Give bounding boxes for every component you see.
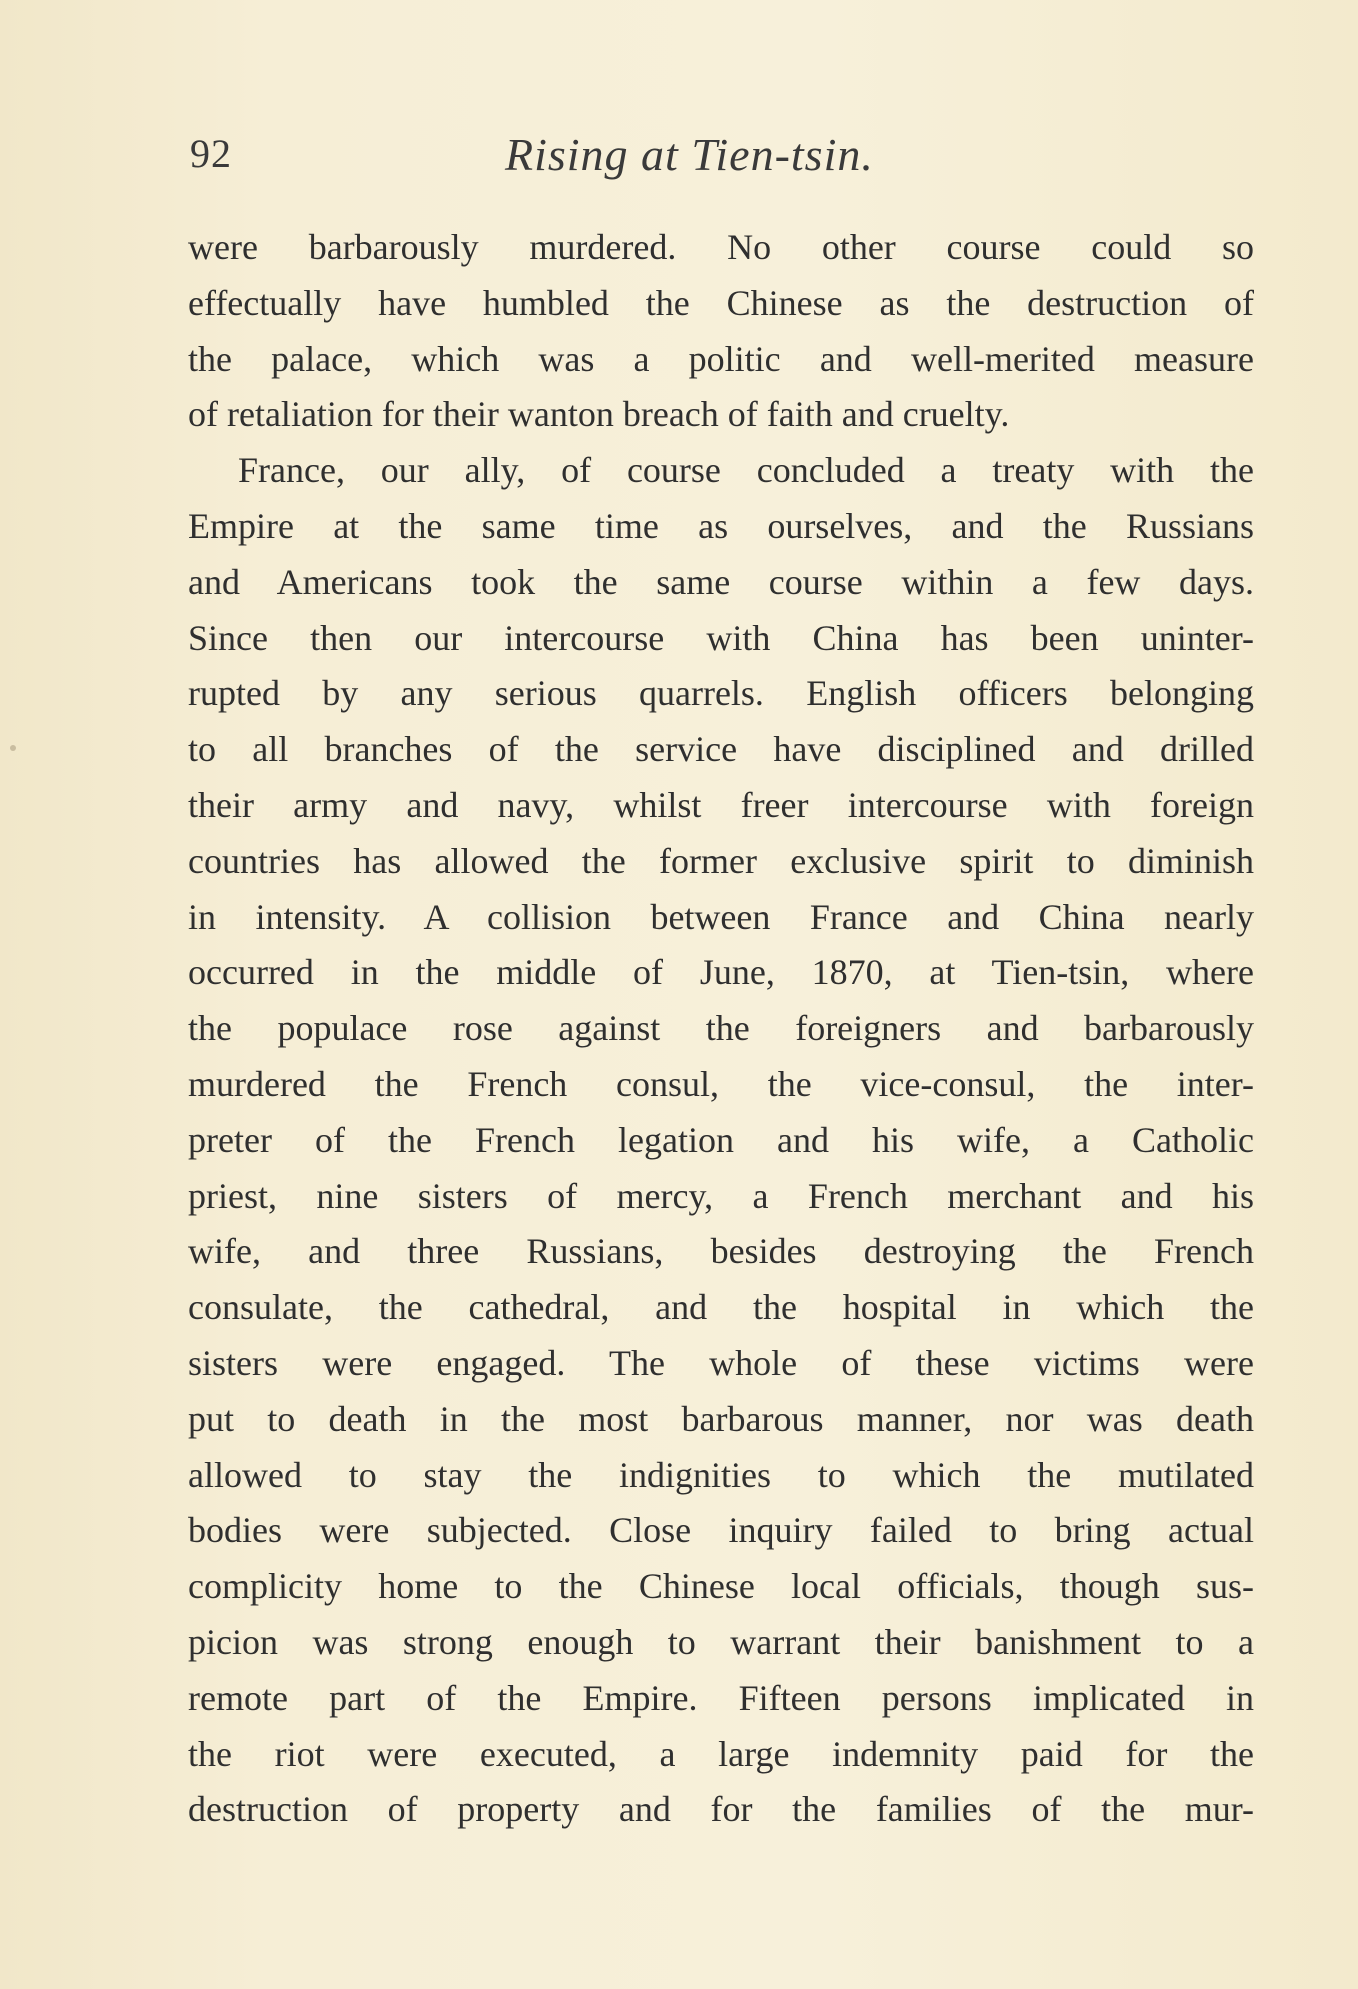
text-line: bodies were subjected. Close inquiry failed to bring actual bbox=[188, 1510, 1254, 1551]
text-line: of retaliation for their wanton breach of faith and cruelty. bbox=[188, 394, 1010, 435]
text-line: put to death in the most barbarous manner, nor was death bbox=[188, 1398, 1254, 1439]
text-line: preter of the French legation and his wife, a Catholic bbox=[188, 1119, 1254, 1160]
text-line: the riot were executed, a large indemnity paid for the bbox=[188, 1733, 1254, 1774]
text-line: countries has allowed the former exclusive spirit to diminish bbox=[188, 840, 1254, 881]
text-line: allowed to stay the indignities to which the mutilated bbox=[188, 1454, 1254, 1495]
text-line: the populace rose against the foreigners and barbarously bbox=[188, 1008, 1254, 1049]
body-text bbox=[188, 220, 1254, 1838]
text-line: consulate, the cathedral, and the hospital in which the bbox=[188, 1287, 1254, 1328]
page-number: 92 bbox=[190, 131, 232, 176]
text-line: complicity home to the Chinese local officials, though sus- bbox=[188, 1566, 1254, 1607]
text-line: sisters were engaged. The whole of these victims were bbox=[188, 1342, 1254, 1383]
text-line: France, our ally, of course concluded a treaty with the bbox=[238, 450, 1254, 491]
text-line: the palace, which was a politic and well-merited measure bbox=[188, 338, 1254, 379]
text-line: wife, and three Russians, besides destroying the French bbox=[188, 1231, 1254, 1272]
page-header bbox=[190, 130, 1250, 190]
text-line: Empire at the same time as ourselves, and the Russians bbox=[188, 505, 1254, 546]
text-line: to all branches of the service have disciplined and drilled bbox=[188, 729, 1254, 770]
text-line: effectually have humbled the Chinese as the destruction of bbox=[188, 282, 1254, 323]
text-line: remote part of the Empire. Fifteen persons implicated in bbox=[188, 1677, 1254, 1718]
text-line: were barbarously murdered. No other course could so bbox=[188, 227, 1254, 267]
text-line: rupted by any serious quarrels. English officers belonging bbox=[188, 673, 1254, 714]
paper-speck bbox=[10, 745, 16, 751]
text-line: and Americans took the same course within a few days. bbox=[188, 561, 1254, 602]
text-line: destruction of property and for the families of the mur- bbox=[188, 1789, 1254, 1830]
text-line: murdered the French consul, the vice-consul, the inter- bbox=[188, 1063, 1254, 1104]
text-line: occurred in the middle of June, 1870, at Tien-tsin, where bbox=[188, 952, 1254, 993]
text-line: Since then our intercourse with China has been uninter- bbox=[188, 617, 1254, 658]
text-line: priest, nine sisters of mercy, a French merchant and his bbox=[188, 1175, 1254, 1216]
text-line: in intensity. A collision between France and China nearly bbox=[188, 896, 1254, 937]
text-line: picion was strong enough to warrant their banishment to a bbox=[188, 1621, 1254, 1662]
text-line: their army and navy, whilst freer intercourse with foreign bbox=[188, 784, 1254, 825]
running-title: Rising at Tien-tsin. bbox=[505, 129, 874, 180]
